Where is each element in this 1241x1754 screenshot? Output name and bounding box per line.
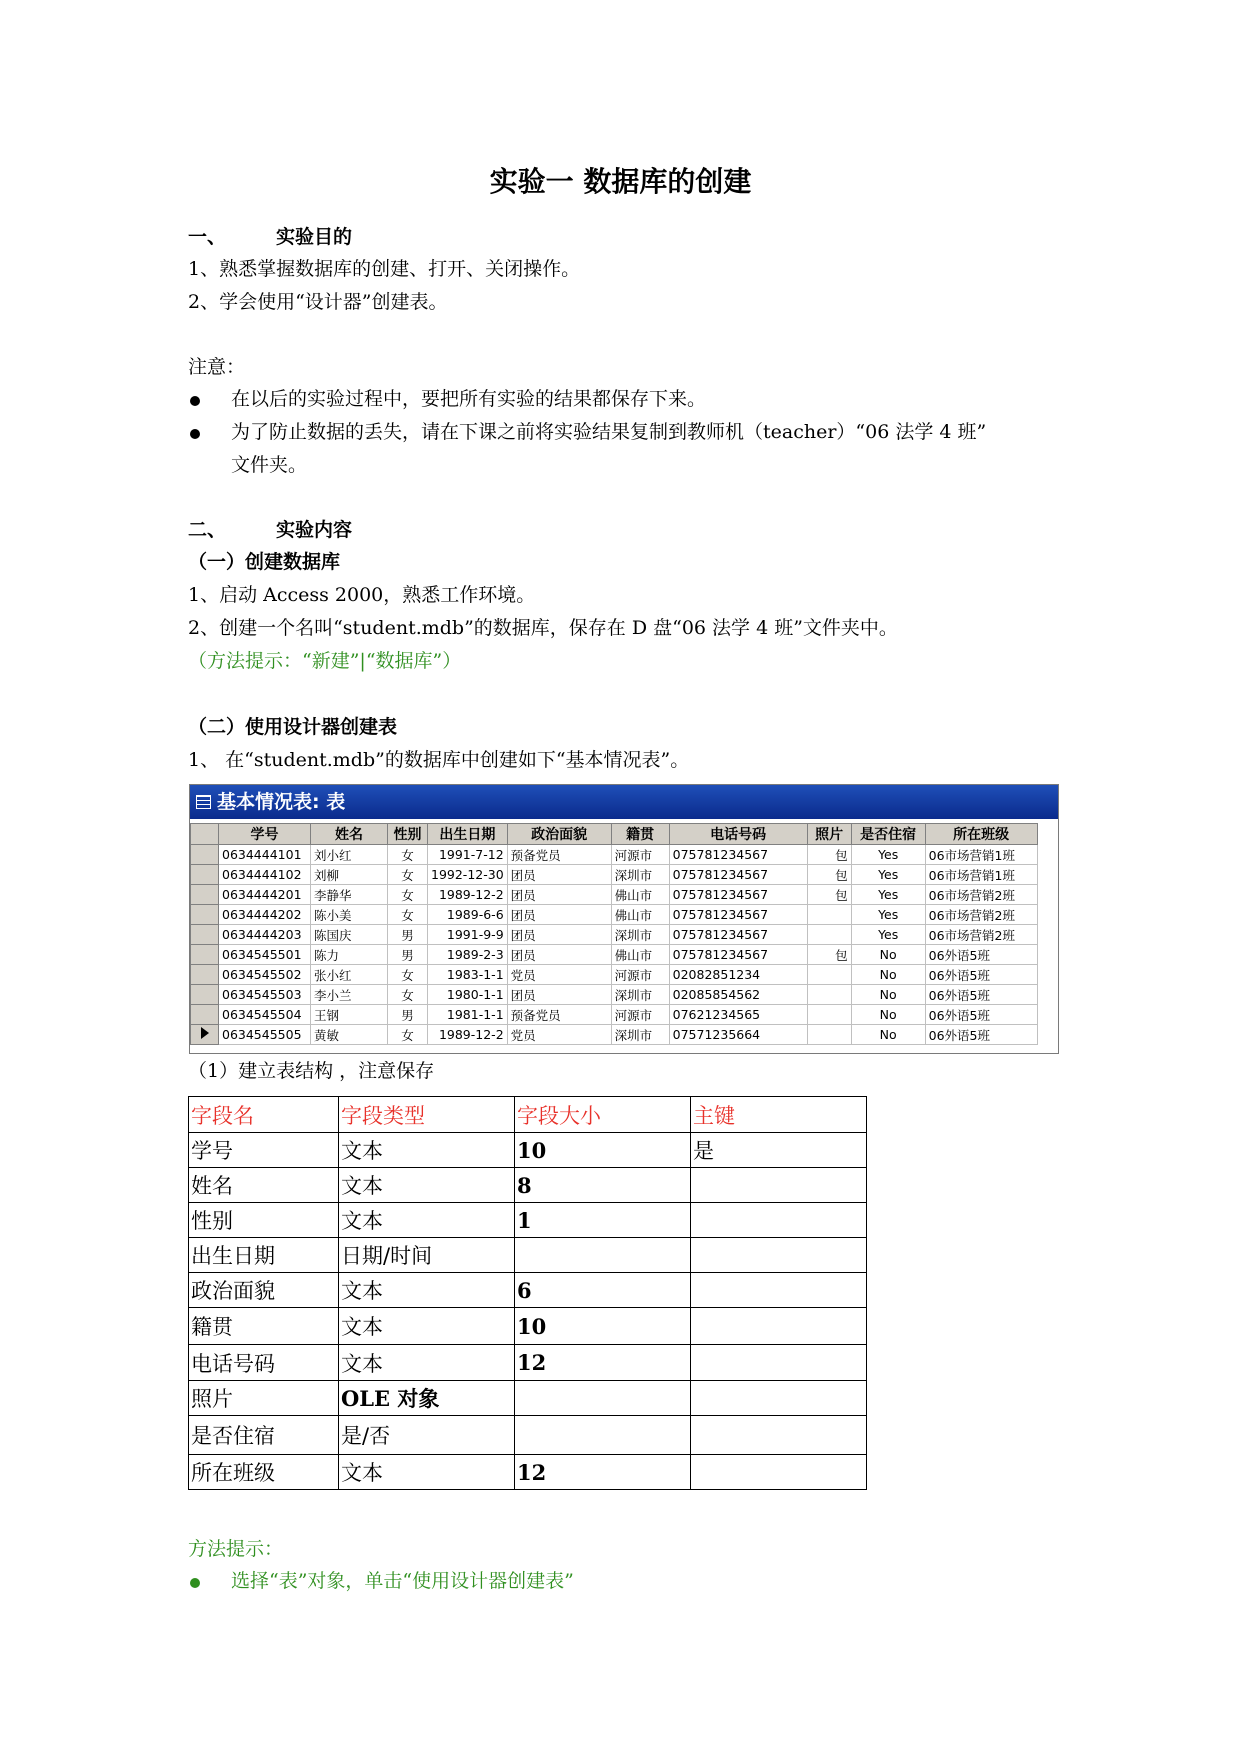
datasheet-cell[interactable]: 深圳市 [611, 865, 669, 885]
row-selector[interactable] [191, 945, 219, 965]
table-instruction: 1、 在“student.mdb”的数据库中创建如下“基本情况表”。 [188, 749, 690, 771]
column-header[interactable]: 学号 [219, 824, 311, 845]
section1-number: 一、 [188, 226, 227, 248]
datasheet-cell[interactable]: 佛山市 [611, 885, 669, 905]
field-table-cell [691, 1381, 867, 1416]
field-table-cell: 文本 [339, 1273, 515, 1308]
datasheet-cell[interactable]: 包 [807, 865, 851, 885]
datasheet-cell[interactable]: 包 [807, 885, 851, 905]
content-item-1: 1、启动 Access 2000，熟悉工作环境。 [188, 584, 536, 606]
datasheet-cell[interactable]: 团员 [507, 885, 611, 905]
datasheet-cell[interactable]: No [851, 1025, 925, 1045]
datasheet-row[interactable] [191, 925, 1038, 945]
field-table-cell [691, 1168, 867, 1203]
datasheet-cell[interactable]: 0634444102 [219, 865, 311, 885]
method-hint-1: （方法提示：“新建”|“数据库”） [188, 650, 462, 672]
datasheet-cell[interactable]: 1980-1-1 [428, 985, 508, 1005]
row-selector[interactable] [191, 1005, 219, 1025]
datasheet-cell[interactable]: 河源市 [611, 1005, 669, 1025]
field-table-header: 主键 [691, 1097, 867, 1133]
datasheet-cell[interactable]: 075781234567 [669, 845, 807, 865]
datasheet-cell[interactable]: 0634545505 [219, 1025, 311, 1045]
datasheet-cell[interactable]: 佛山市 [611, 945, 669, 965]
datasheet-cell[interactable]: 党员 [507, 965, 611, 985]
field-table-cell [691, 1308, 867, 1345]
datasheet-cell[interactable]: No [851, 945, 925, 965]
subsection2-title: （二）使用设计器创建表 [188, 716, 398, 738]
field-table-cell: 12 [515, 1455, 691, 1490]
datasheet-cell[interactable]: 06市场营销1班 [925, 865, 1037, 885]
field-table-cell: 文本 [339, 1455, 515, 1490]
datasheet-cell[interactable]: 团员 [507, 945, 611, 965]
datasheet-cell[interactable]: 陈小美 [311, 905, 388, 925]
datasheet-cell[interactable]: 男 [388, 925, 428, 945]
datasheet-cell[interactable]: 深圳市 [611, 985, 669, 1005]
field-table-row [189, 1308, 867, 1345]
datasheet-cell[interactable]: Yes [851, 885, 925, 905]
datasheet-cell[interactable] [807, 905, 851, 925]
bullet-icon [190, 1573, 200, 1592]
datasheet-cell[interactable]: 02085854562 [669, 985, 807, 1005]
note-bullet-2-line-2: 文件夹。 [231, 454, 308, 476]
datasheet-cell[interactable]: 1981-1-1 [428, 1005, 508, 1025]
page-title: 实验一 数据库的创建 [489, 165, 752, 198]
content-item-2: 2、创建一个名叫“student.mdb”的数据库，保存在 D 盘“06 法学 4 班”文件夹中。 [188, 617, 898, 639]
field-table-cell: 文本 [339, 1345, 515, 1381]
note-bullet-1: 在以后的实验过程中，要把所有实验的结果都保存下来。 [231, 388, 707, 410]
field-table-row [189, 1273, 867, 1308]
datasheet-cell[interactable]: 女 [388, 865, 428, 885]
datasheet-cell[interactable] [807, 925, 851, 945]
datasheet-cell[interactable]: 1991-9-9 [428, 925, 508, 945]
datasheet-cell[interactable]: 07571235664 [669, 1025, 807, 1045]
datasheet-cell[interactable]: 06市场营销1班 [925, 845, 1037, 865]
column-header[interactable]: 出生日期 [428, 824, 508, 845]
row-selector[interactable] [191, 865, 219, 885]
datasheet-cell[interactable]: 包 [807, 945, 851, 965]
datasheet-cell[interactable]: 0634545501 [219, 945, 311, 965]
datasheet-cell[interactable]: 团员 [507, 905, 611, 925]
datasheet-cell[interactable]: 河源市 [611, 845, 669, 865]
field-table-header: 字段大小 [515, 1097, 691, 1133]
datasheet-cell[interactable] [807, 985, 851, 1005]
row-selector[interactable] [191, 925, 219, 945]
field-table-cell [515, 1416, 691, 1455]
datasheet-cell[interactable]: Yes [851, 865, 925, 885]
datasheet-cell[interactable]: 075781234567 [669, 865, 807, 885]
datasheet-cell[interactable]: 男 [388, 945, 428, 965]
datasheet-cell[interactable]: 1991-7-12 [428, 845, 508, 865]
datasheet-row[interactable] [191, 965, 1038, 985]
datasheet-cell[interactable]: 0634545503 [219, 985, 311, 1005]
column-header[interactable]: 性别 [388, 824, 428, 845]
datasheet-cell[interactable]: 075781234567 [669, 885, 807, 905]
field-table-cell [691, 1203, 867, 1238]
datasheet-row[interactable] [191, 1005, 1038, 1025]
datasheet-row[interactable] [191, 905, 1038, 925]
field-table-cell: 电话号码 [189, 1345, 339, 1381]
datasheet-cell[interactable] [807, 965, 851, 985]
datasheet-cell[interactable]: 张小红 [311, 965, 388, 985]
column-header[interactable]: 姓名 [311, 824, 388, 845]
datasheet-cell[interactable]: No [851, 965, 925, 985]
datasheet-cell[interactable]: Yes [851, 905, 925, 925]
datasheet-cell[interactable]: 党员 [507, 1025, 611, 1045]
datasheet-cell[interactable]: 0634444203 [219, 925, 311, 945]
field-table-cell: 是/否 [339, 1416, 515, 1455]
datasheet-cell[interactable]: 河源市 [611, 965, 669, 985]
window-title: 基本情况表: 表 [217, 791, 346, 813]
datasheet-cell[interactable]: 06外语5班 [925, 1005, 1037, 1025]
section1-heading [188, 222, 352, 249]
field-table-cell: 政治面貌 [189, 1273, 339, 1308]
datasheet-cell[interactable]: Yes [851, 845, 925, 865]
datasheet-cell[interactable]: Yes [851, 925, 925, 945]
datasheet-cell[interactable]: 团员 [507, 925, 611, 945]
row-selector[interactable] [191, 845, 219, 865]
table-icon [196, 795, 211, 809]
section2-title: 实验内容 [276, 519, 353, 541]
field-table-row [189, 1345, 867, 1381]
field-table-cell: 12 [515, 1345, 691, 1381]
datasheet-cell[interactable]: 1989-12-2 [428, 885, 508, 905]
row-selector[interactable] [191, 985, 219, 1005]
field-table-header-row [189, 1097, 867, 1133]
datasheet-cell[interactable]: 0634444202 [219, 905, 311, 925]
column-header[interactable]: 政治面貌 [507, 824, 611, 845]
datasheet-cell[interactable]: 深圳市 [611, 1025, 669, 1045]
datasheet-cell[interactable]: 1989-2-3 [428, 945, 508, 965]
field-table-cell: 照片 [189, 1381, 339, 1416]
datasheet-cell[interactable]: 女 [388, 965, 428, 985]
datasheet-row[interactable] [191, 985, 1038, 1005]
column-header[interactable]: 照片 [807, 824, 851, 845]
access-datasheet-window [189, 784, 1059, 1054]
field-table-cell [515, 1238, 691, 1273]
field-table-row [189, 1238, 867, 1273]
datasheet-cell[interactable]: 06市场营销2班 [925, 885, 1037, 905]
field-table-header: 字段名 [189, 1097, 339, 1133]
field-table-cell: 文本 [339, 1133, 515, 1168]
field-table-cell: 是 [691, 1133, 867, 1168]
datasheet-row[interactable] [191, 1025, 1038, 1045]
datasheet-cell[interactable]: 女 [388, 885, 428, 905]
datasheet-row[interactable] [191, 885, 1038, 905]
datasheet-cell[interactable] [807, 1005, 851, 1025]
datasheet-cell[interactable]: 0634444101 [219, 845, 311, 865]
datasheet-cell[interactable]: 女 [388, 985, 428, 1005]
datasheet-row[interactable] [191, 865, 1038, 885]
structure-caption: （1）建立表结构 ，注意保存 [188, 1060, 435, 1082]
datasheet-grid [190, 823, 1038, 1045]
method-hint-bullet: 选择“表”对象，单击“使用设计器创建表” [231, 1570, 574, 1592]
datasheet-cell[interactable]: 黄敏 [311, 1025, 388, 1045]
datasheet-cell[interactable]: 女 [388, 845, 428, 865]
field-table-header: 字段类型 [339, 1097, 515, 1133]
section2-number: 二、 [188, 519, 227, 541]
current-record-icon [201, 1027, 209, 1039]
datasheet-cell[interactable]: 李静华 [311, 885, 388, 905]
objective-item-2: 2、学会使用“设计器”创建表。 [188, 291, 448, 313]
field-table-cell: 性别 [189, 1203, 339, 1238]
field-table-cell: 籍贯 [189, 1308, 339, 1345]
field-table-cell [691, 1455, 867, 1490]
field-table-cell: 10 [515, 1308, 691, 1345]
field-table-row [189, 1381, 867, 1416]
section2-heading [188, 515, 352, 542]
datasheet-cell[interactable]: 女 [388, 905, 428, 925]
datasheet-cell[interactable]: 02082851234 [669, 965, 807, 985]
field-table-cell: 是否住宿 [189, 1416, 339, 1455]
datasheet-row[interactable] [191, 845, 1038, 865]
column-header[interactable]: 籍贯 [611, 824, 669, 845]
field-table-cell: 6 [515, 1273, 691, 1308]
field-table-cell: 姓名 [189, 1168, 339, 1203]
datasheet-cell[interactable]: 男 [388, 1005, 428, 1025]
datasheet-cell[interactable]: 1989-6-6 [428, 905, 508, 925]
datasheet-cell[interactable]: 0634545502 [219, 965, 311, 985]
datasheet-cell[interactable]: 06市场营销2班 [925, 925, 1037, 945]
column-header[interactable]: 是否住宿 [851, 824, 925, 845]
datasheet-cell[interactable]: 预备党员 [507, 1005, 611, 1025]
field-table-cell [691, 1273, 867, 1308]
datasheet-row[interactable] [191, 945, 1038, 965]
objective-item-1: 1、熟悉掌握数据库的创建、打开、关闭操作。 [188, 258, 581, 280]
datasheet-cell[interactable]: 06外语5班 [925, 965, 1037, 985]
datasheet-cell[interactable]: 075781234567 [669, 925, 807, 945]
field-table-row [189, 1455, 867, 1490]
datasheet-cell[interactable] [807, 1025, 851, 1045]
datasheet-cell[interactable]: 1992-12-30 [428, 865, 508, 885]
datasheet-cell[interactable]: 075781234567 [669, 945, 807, 965]
field-table-cell: 所在班级 [189, 1455, 339, 1490]
field-table-row [189, 1133, 867, 1168]
datasheet-cell[interactable]: 陈国庆 [311, 925, 388, 945]
datasheet-cell[interactable]: 包 [807, 845, 851, 865]
datasheet-cell[interactable]: 陈力 [311, 945, 388, 965]
field-table-cell: 文本 [339, 1168, 515, 1203]
datasheet-cell[interactable]: 王钢 [311, 1005, 388, 1025]
datasheet-cell[interactable]: 1983-1-1 [428, 965, 508, 985]
datasheet-cell[interactable]: 1989-12-2 [428, 1025, 508, 1045]
section1-title: 实验目的 [276, 226, 353, 248]
field-structure-table [188, 1096, 867, 1490]
field-table-cell [691, 1238, 867, 1273]
datasheet-cell[interactable]: 07621234565 [669, 1005, 807, 1025]
field-table-row [189, 1203, 867, 1238]
datasheet-cell[interactable]: 李小兰 [311, 985, 388, 1005]
datasheet-cell[interactable]: 06外语5班 [925, 985, 1037, 1005]
subsection1-title: （一）创建数据库 [188, 551, 341, 573]
datasheet-cell[interactable]: 预备党员 [507, 845, 611, 865]
field-table-cell: 8 [515, 1168, 691, 1203]
field-table-cell [515, 1381, 691, 1416]
column-header[interactable]: 所在班级 [925, 824, 1037, 845]
column-header[interactable]: 电话号码 [669, 824, 807, 845]
datasheet-cell[interactable]: 佛山市 [611, 905, 669, 925]
field-table-row [189, 1168, 867, 1203]
field-table-cell [691, 1416, 867, 1455]
datasheet-cell[interactable]: 0634444201 [219, 885, 311, 905]
datasheet-cell[interactable]: 团员 [507, 865, 611, 885]
field-table-cell: 日期/时间 [339, 1238, 515, 1273]
datasheet-cell[interactable]: No [851, 985, 925, 1005]
datasheet-cell[interactable]: 团员 [507, 985, 611, 1005]
row-selector-header [191, 824, 219, 845]
datasheet-cell[interactable]: 06外语5班 [925, 1025, 1037, 1045]
datasheet-cell[interactable]: 刘柳 [311, 865, 388, 885]
field-table-cell: 学号 [189, 1133, 339, 1168]
field-table-cell: 文本 [339, 1203, 515, 1238]
field-table-cell: 出生日期 [189, 1238, 339, 1273]
note-label: 注意： [188, 356, 246, 378]
field-table-cell: 10 [515, 1133, 691, 1168]
field-table-cell: OLE 对象 [339, 1381, 515, 1416]
datasheet-cell[interactable]: 0634545504 [219, 1005, 311, 1025]
datasheet-cell[interactable]: 06市场营销2班 [925, 905, 1037, 925]
method-hint-label: 方法提示： [188, 1538, 284, 1560]
datasheet-cell[interactable]: 06外语5班 [925, 945, 1037, 965]
bullet-icon [190, 424, 200, 443]
note-bullet-2-line-1: 为了防止数据的丢失，请在下课之前将实验结果复制到教师机（teacher）“06 法学 4 班” [231, 421, 987, 443]
row-selector[interactable] [191, 905, 219, 925]
row-selector[interactable] [191, 1025, 219, 1045]
field-table-cell [691, 1345, 867, 1381]
datasheet-cell[interactable]: No [851, 1005, 925, 1025]
field-table-cell: 1 [515, 1203, 691, 1238]
datasheet-cell[interactable]: 075781234567 [669, 905, 807, 925]
row-selector[interactable] [191, 885, 219, 905]
field-table-row [189, 1416, 867, 1455]
field-table-cell: 文本 [339, 1308, 515, 1345]
bullet-icon [190, 391, 200, 410]
datasheet-cell[interactable]: 深圳市 [611, 925, 669, 945]
row-selector[interactable] [191, 965, 219, 985]
window-title-bar [190, 785, 1058, 819]
datasheet-cell[interactable]: 刘小红 [311, 845, 388, 865]
datasheet-cell[interactable]: 女 [388, 1025, 428, 1045]
